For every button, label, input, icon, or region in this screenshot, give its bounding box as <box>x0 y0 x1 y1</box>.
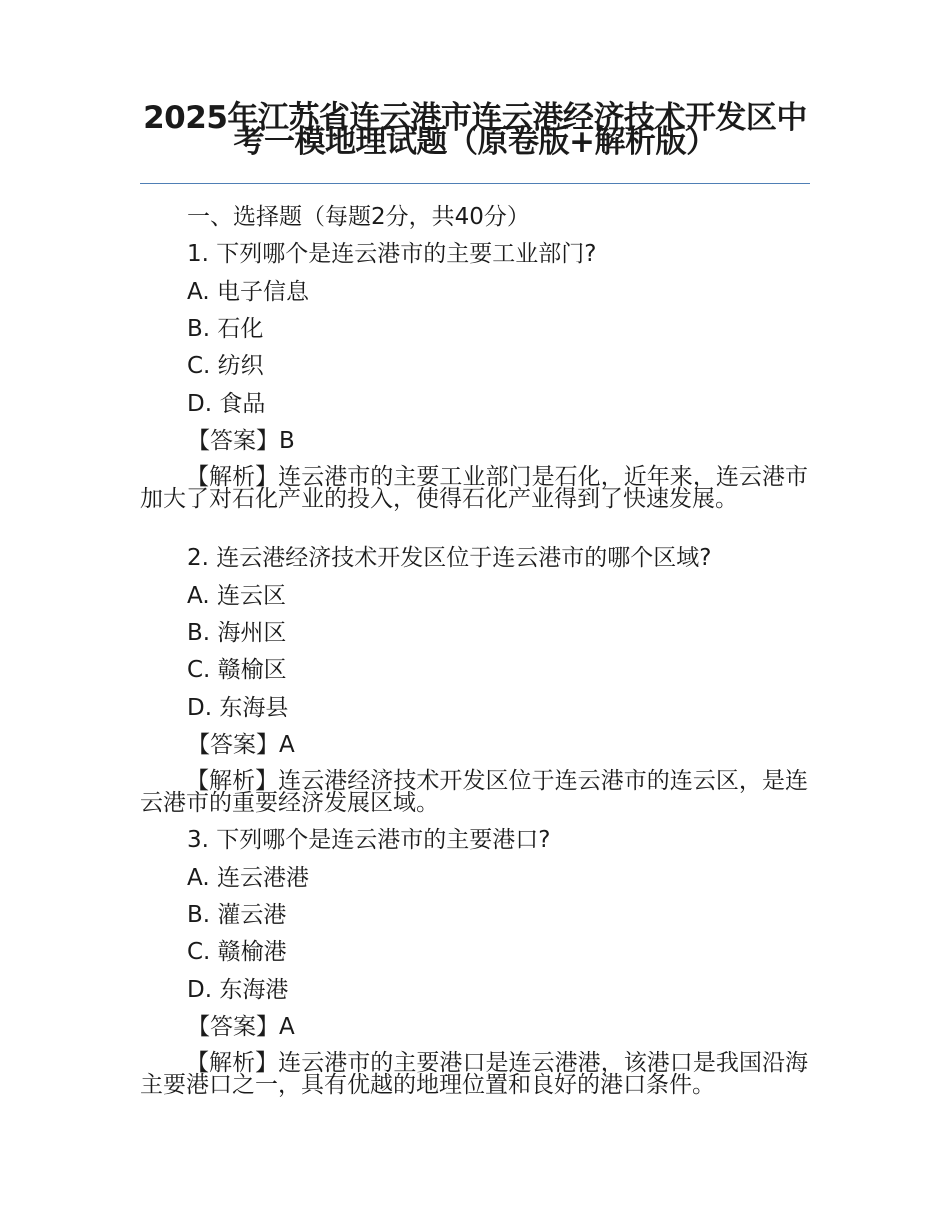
document-title: 2025年江苏省连云港市连云港经济技术开发区中考一模地理试题（原卷版+解析版） <box>143 100 807 160</box>
section-heading: 一、选择题（每题2分，共40分） <box>187 204 530 230</box>
question-option: D. 食品 <box>187 391 266 417</box>
question-option: B. 石化 <box>187 316 264 342</box>
analysis-paragraph: 【解析】连云港市的主要港口是连云港港，该港口是我国沿海主要港口之一，具有优越的地理位置和良好的港口条件。 <box>140 1050 808 1098</box>
question-option: C. 纺织 <box>187 353 264 379</box>
analysis-paragraph: 【解析】连云港市的主要工业部门是石化，近年来，连云港市加大了对石化产业的投入，使得石化产业得到了快速发展。 <box>140 464 808 512</box>
answer-line: 【答案】B <box>187 428 295 454</box>
question-option: A. 连云区 <box>187 583 286 609</box>
question-option: D. 东海县 <box>187 695 289 721</box>
title-underline <box>140 183 810 184</box>
question-option: B. 灌云港 <box>187 902 287 928</box>
question-option: C. 赣榆区 <box>187 657 287 683</box>
question-stem: 3. 下列哪个是连云港市的主要港口? <box>187 827 551 853</box>
analysis-paragraph: 【解析】连云港经济技术开发区位于连云港市的连云区，是连云港市的重要经济发展区域。 <box>140 768 808 816</box>
answer-line: 【答案】A <box>187 732 295 758</box>
question-stem: 2. 连云港经济技术开发区位于连云港市的哪个区域? <box>187 545 712 571</box>
question-option: D. 东海港 <box>187 977 289 1003</box>
question-stem: 1. 下列哪个是连云港市的主要工业部门? <box>187 241 597 267</box>
answer-line: 【答案】A <box>187 1014 295 1040</box>
question-option: B. 海州区 <box>187 620 287 646</box>
question-option: C. 赣榆港 <box>187 939 287 965</box>
question-option: A. 电子信息 <box>187 279 309 305</box>
question-option: A. 连云港港 <box>187 865 309 891</box>
